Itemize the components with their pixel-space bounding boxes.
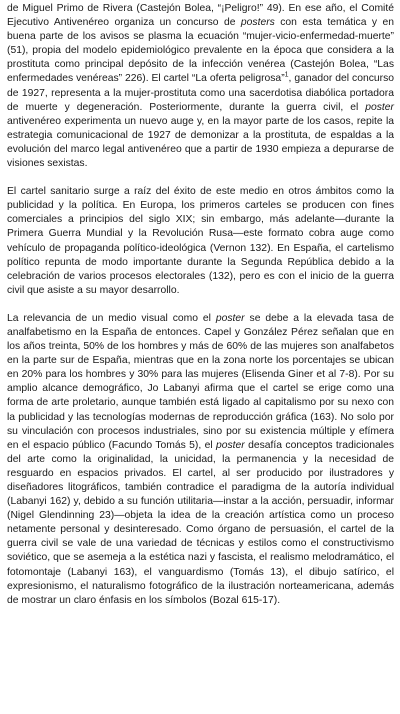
text-run: desafía conceptos tradicionales del arte como la originalidad, la unicidad, la permanencia y la necesidad de resguardo en espacios privados. El cartel, al ser producido por ilustradores y diseñadores litográficos, también contradice el paradigma de la autoría individual (Labanyi 162) y, debido a su función utilitaria—instar a la acción, persuadir, informar (Nigel Glendinning 23)—objeta la idea de la creación artística como un proceso netamente personal y desinteresado. Como órgano de persuasión, el cartel de la guerra civil se vale de una variedad de técnicas y estilos como el constructivismo soviético, que se asemeja a la estética nazi y fascista, el realismo melodramático, el fotomontaje (Labanyi 163), el vanguardismo (Tomás 13), el dibujo satírico, el expresionismo, el naturalismo fotográfico de la ilustración norteamericana, además de mostrar un claro énfasis en los símbolos (Bozal 615-17). [7, 439, 394, 606]
italic-term: poster [215, 312, 245, 324]
italic-term: posters [240, 17, 275, 29]
italic-term: poster [216, 439, 245, 451]
text-run: El cartel sanitario surge a raíz del éxito de este medio en otros ámbitos como la publicidad y la política. En Europa, los primeros carteles se producen con fines comerciales a principios del siglo XIX; sin embargo, más adelante—durante la Primera Guerra Mundial y la Revolución Rusa—este formato cobra auge como vehículo de propaganda político-ideológica (Vernon 132). En España, el cartelismo político repunta de modo importante durante la Segunda República debido a la celebración de varios procesos electorales (132), pero es con el inicio de la guerra civil que asiste a su mayor desarrollo. [7, 186, 394, 296]
text-run: de Miguel Primo de Rivera (Castejón Bolea, “¡Peligro!” 49). En ese año, el Comité Ejecutivo Antivenéreo organiza un concurso de [7, 3, 394, 29]
text-run: , ganador del concurso de 1927, representa a la mujer-prostituta como una sacerdotisa diabólica portadora de muerte y degeneración. Posteriormente, durante la guerra civil, el [7, 73, 394, 113]
text-run: La relevancia de un medio visual como el [7, 312, 216, 324]
text-run: antivenéreo experimenta un nuevo auge y, en la mayor parte de los casos, repite la estrategia comunicacional de 1927 de demonizar a la prostituta, de espaldas a la evolución del marco legal antivenéreo que a partir de 1930 empieza a depurarse de visiones sexistas. [7, 115, 394, 170]
text-run: con esta temática y en buena parte de los avisos se plasma la ecuación “mujer-vicio-enfermedad-muerte” (51), propia del modelo epidemiológico prevalente en la época que considera a la prostituta como principal depósito de la infección venérea (Castejón Bolea, “Las enfermedades venéreas” 226). El cartel “La oferta peligrosa” [7, 17, 394, 85]
paragraph [7, 185, 394, 298]
paragraph [7, 312, 394, 608]
footnote-marker: 1 [284, 72, 289, 80]
text-run: se debe a la elevada tasa de analfabetismo en la España de entonces. Capel y González Pérez señalan que en los años treinta, 50% de los hombres y más de 60% de las mujeres son analfabetos en la parte sur de España, mientras que en la zona norte los porcentajes se ubican en 20% para los hombres y 30% para las mujeres (Elisenda Giner et al 7-8). Por su amplio alcance demográfico, Jo Labanyi afirma que el cartel se erige como una forma de arte proletario, aunque también está ligado al capitalismo por su nexo con la publicidad y las tecnologías modernas de reproducción gráfica (163). No solo por su vinculación con procesos industriales, sino por su existencia múltiple y efímera en el espacio público (Facundo Tomás 5), el [7, 312, 394, 451]
italic-term: poster [365, 101, 394, 113]
paragraph [7, 2, 394, 171]
